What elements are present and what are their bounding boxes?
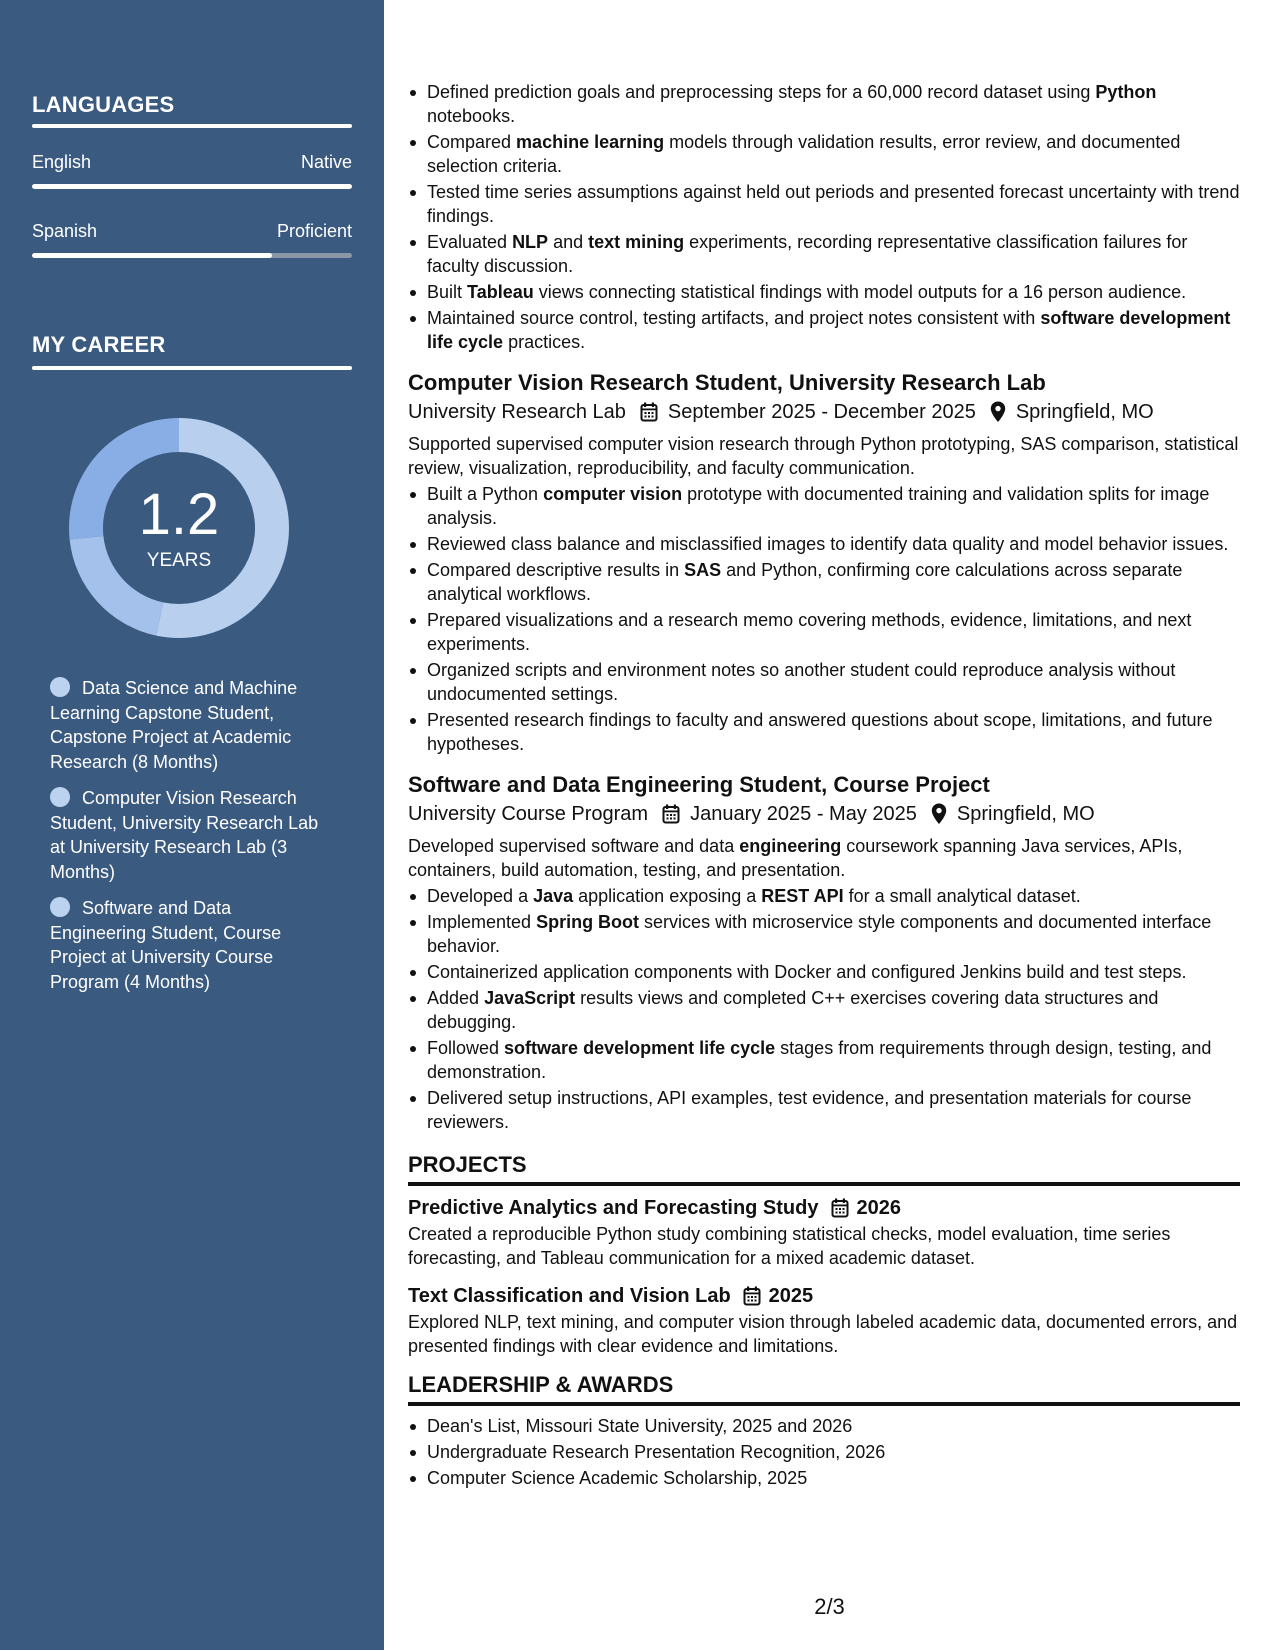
bullet-item: Developed a Java application exposing a REST API for a small analytical dataset. [408, 884, 1240, 908]
job-bullet-list [408, 884, 1240, 1134]
language-proficiency-fill [32, 184, 352, 189]
bullet-item: Computer Science Academic Scholarship, 2025 [408, 1466, 1240, 1490]
language-level: Native [300, 152, 352, 172]
bullet-item: Organized scripts and environment notes so another student could reproduce analysis without undocumented settings. [408, 658, 1240, 706]
bullet-item: Delivered setup instructions, API examples, test evidence, and presentation materials for course reviewers. [408, 1086, 1240, 1134]
bullet-item: Presented research findings to faculty and answered questions about scope, limitations, and future hypotheses. [408, 708, 1240, 756]
job-entry-1 [408, 368, 1240, 756]
language-name: Spanish [32, 221, 98, 241]
projects-heading: PROJECTS [408, 1152, 527, 1177]
map-pin-icon [931, 803, 947, 825]
awards-list [408, 1414, 1240, 1490]
career-heading: MY CAREER [32, 332, 166, 357]
job-location: Springfield, MO [1015, 401, 1154, 423]
project-title-row [408, 1194, 1240, 1222]
project-description: Created a reproducible Python study combining statistical checks, model evaluation, time series forecasting, and Tableau communication for a mixed academic dataset. [408, 1224, 1171, 1268]
job-bullet-list [408, 482, 1240, 756]
career-list [50, 676, 330, 1006]
bullet-item: Undergraduate Research Presentation Recognition, 2026 [408, 1440, 1240, 1464]
calendar-icon [743, 1286, 761, 1306]
languages-heading: LANGUAGES [32, 92, 175, 117]
career-list-item: Software and Data Engineering Student, Course Project at University Course Program (4 Months) [50, 898, 282, 992]
bullet-item: Tested time series assumptions against held out periods and presented forecast uncertainty with trend findings. [408, 180, 1240, 228]
sidebar [0, 0, 384, 1650]
project-year: 2026 [856, 1197, 901, 1219]
project-title-row [408, 1282, 1240, 1310]
career-total-unit: YEARS [146, 550, 212, 571]
calendar-icon [831, 1198, 849, 1218]
job-company: University Research Lab [408, 401, 626, 423]
job-entry-2 [408, 770, 1240, 1134]
bullet-item: Built a Python computer vision prototype with documented training and validation splits for image analysis. [408, 482, 1240, 530]
bullet-item: Implemented Spring Boot services with microservice style components and documented interface behavior. [408, 910, 1240, 958]
bullet-item: Reviewed class balance and misclassified images to identify data quality and model behavior issues. [408, 532, 1240, 556]
bullet-item: Added JavaScript results views and completed C++ exercises covering data structures and debugging. [408, 986, 1240, 1034]
bullet-item: Followed software development life cycle stages from requirements through design, testing, and demonstration. [408, 1036, 1240, 1084]
map-pin-icon [990, 401, 1006, 423]
project-title: Text Classification and Vision Lab [408, 1285, 731, 1307]
career-divider [32, 366, 352, 370]
awards-heading: LEADERSHIP & AWARDS [408, 1372, 674, 1397]
bullet-item: Prepared visualizations and a research memo covering methods, evidence, limitations, and next experiments. [408, 608, 1240, 656]
career-dot-icon [50, 677, 70, 697]
language-proficiency-bar-english [32, 184, 352, 189]
job-title: Software and Data Engineering Student, Course Project [408, 772, 990, 797]
bullet-item: Evaluated NLP and text mining experiments, recording representative classification failures for faculty discussion. [408, 230, 1240, 278]
job-dates: September 2025 - December 2025 [667, 401, 976, 423]
awards-section [408, 1370, 1240, 1490]
main-content [408, 80, 1240, 1492]
bullet-item: Compared machine learning models through validation results, error review, and documented selection criteria. [408, 130, 1240, 178]
language-name: English [32, 152, 92, 172]
bullet-item: Built Tableau views connecting statistical findings with model outputs for a 16 person audience. [408, 280, 1240, 304]
awards-divider [408, 1402, 1240, 1406]
job-summary: Supported supervised computer vision research through Python prototyping, SAS comparison, statistical review, visualization, reproducibility, and faculty communication. [408, 434, 1239, 478]
bullet-item: Dean's List, Missouri State University, 2025 and 2026 [408, 1414, 1240, 1438]
language-proficiency-fill [32, 253, 272, 258]
project-year: 2025 [768, 1285, 814, 1307]
career-dot-icon [50, 897, 70, 917]
bullet-item: Defined prediction goals and preprocessing steps for a 60,000 record dataset using Python notebooks. [408, 80, 1240, 128]
career-total-years: 1.2 [138, 482, 220, 547]
project-description: Explored NLP, text mining, and computer vision through labeled academic data, documented errors, and presented findings with clear evidence and limitations. [408, 1312, 1238, 1356]
career-list-item: Data Science and Machine Learning Capstone Student, Capstone Project at Academic Research (8 Months) [50, 678, 298, 772]
job-company: University Course Program [408, 803, 649, 825]
career-list-item: Computer Vision Research Student, University Research Lab at University Research Lab (3 Months) [50, 788, 319, 882]
career-dot-icon [50, 787, 70, 807]
bullet-item: Compared descriptive results in SAS and Python, confirming core calculations across separate analytical workflows. [408, 558, 1240, 606]
job-location: Springfield, MO [956, 803, 1095, 825]
bullet-item: Maintained source control, testing artifacts, and project notes consistent with software development life cycle practices. [408, 306, 1240, 354]
language-row-spanish [32, 221, 352, 242]
language-level: Proficient [276, 221, 352, 241]
job-title: Computer Vision Research Student, University Research Lab [408, 370, 1046, 395]
job-meta [408, 800, 1240, 828]
projects-divider [408, 1182, 1240, 1186]
job-dates: January 2025 - May 2025 [690, 803, 917, 825]
calendar-icon [640, 402, 658, 422]
page-number: 2/3 [814, 1594, 845, 1619]
bullet-item: Containerized application components with Docker and configured Jenkins build and test steps. [408, 960, 1240, 984]
job-summary: Developed supervised software and data engineering coursework spanning Java services, APIs, containers, build automation, testing, and presentation. [408, 836, 1183, 880]
project-title: Predictive Analytics and Forecasting Study [408, 1197, 819, 1219]
language-proficiency-bar-spanish [32, 253, 352, 258]
projects-section [408, 1150, 1240, 1358]
intro-bullet-list [408, 80, 1240, 354]
job-meta [408, 398, 1240, 426]
languages-divider [32, 124, 352, 128]
calendar-icon [662, 804, 680, 824]
language-row-english [32, 152, 352, 173]
